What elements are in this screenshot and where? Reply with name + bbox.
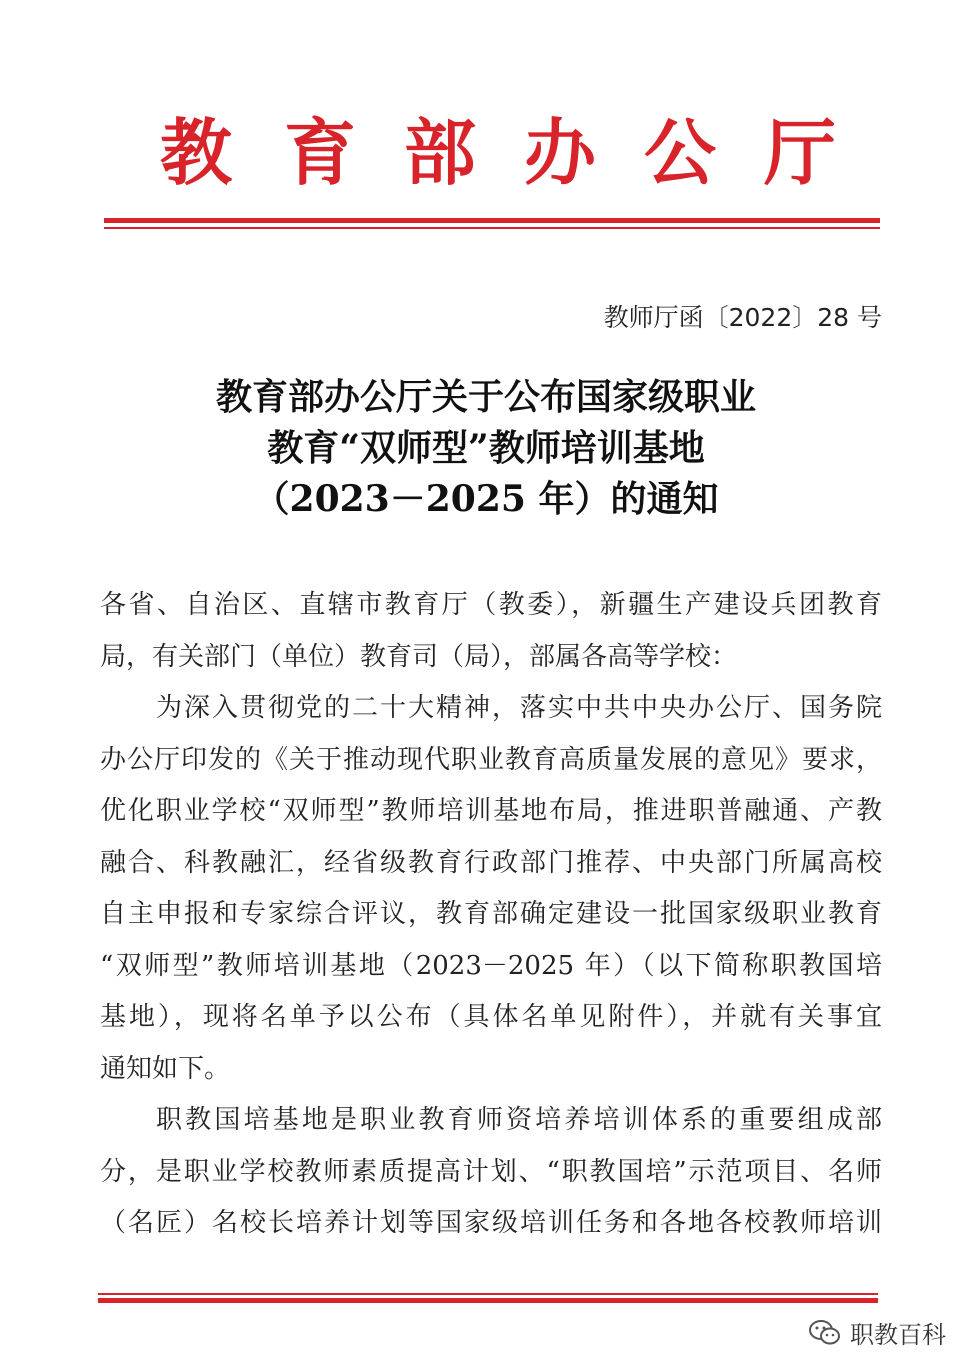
title-line: 教育部办公厅关于公布国家级职业 bbox=[215, 376, 756, 418]
body-line: 分，是职业学校教师素质提高计划、“职教国培”示范项目、名师 bbox=[100, 1156, 882, 1187]
document-body bbox=[100, 580, 882, 1250]
body-line: “双师型”教师培训基地（2023－2025 年）（以下简称职教国培 bbox=[100, 950, 882, 981]
body-line: 自主申报和专家综合评议，教育部确定建设一批国家级职业教育 bbox=[100, 899, 882, 929]
body-line: 办公厅印发的《关于推动现代职业教育高质量发展的意见》要求， bbox=[100, 744, 882, 775]
footer-rule-thick bbox=[98, 1298, 878, 1303]
body-line: 基地），现将名单予以公布（具体名单见附件），并就有关事宜 bbox=[100, 1002, 882, 1032]
watermark bbox=[808, 1315, 946, 1350]
masthead bbox=[0, 108, 972, 198]
document-number: 教师厅函〔2022〕28 号 bbox=[603, 303, 882, 332]
body-line: 通知如下。 bbox=[100, 1053, 231, 1084]
header-rule-thin bbox=[104, 227, 880, 229]
body-line: 优化职业学校“双师型”教师培训基地布局，推进职普融通、产教 bbox=[100, 796, 882, 826]
title-line: 教育“双师型”教师培训基地 bbox=[267, 427, 705, 469]
body-line: 为深入贯彻党的二十大精神，落实中共中央办公厅、国务院 bbox=[156, 693, 882, 723]
body-line: 职教国培基地是职业教育师资培养培训体系的重要组成部 bbox=[156, 1105, 882, 1135]
masthead-char: 厅 bbox=[764, 110, 837, 195]
masthead-char: 办 bbox=[524, 110, 597, 195]
body-line: 各省、自治区、直辖市教育厅（教委），新疆生产建设兵团教育 bbox=[100, 590, 882, 620]
footer-rule-thin bbox=[98, 1293, 878, 1295]
wechat-icon bbox=[808, 1319, 842, 1347]
body-line: （名匠）名校长培养计划等国家级培训任务和各地各校教师培训 bbox=[100, 1208, 882, 1238]
title-line: （2023－2025 年）的通知 bbox=[253, 478, 719, 520]
header-rule-thick bbox=[104, 218, 880, 223]
body-line: 局，有关部门（单位）教育司（局），部属各高等学校： bbox=[100, 641, 738, 672]
masthead-char: 部 bbox=[404, 110, 477, 195]
body-line: 融合、科教融汇，经省级教育行政部门推荐、中央部门所属高校 bbox=[100, 847, 882, 878]
document-title bbox=[0, 372, 972, 525]
masthead-char: 公 bbox=[644, 110, 717, 195]
masthead-char: 教 bbox=[160, 110, 233, 195]
watermark-text: 职教百科 bbox=[850, 1321, 946, 1349]
masthead-char: 育 bbox=[284, 110, 357, 195]
